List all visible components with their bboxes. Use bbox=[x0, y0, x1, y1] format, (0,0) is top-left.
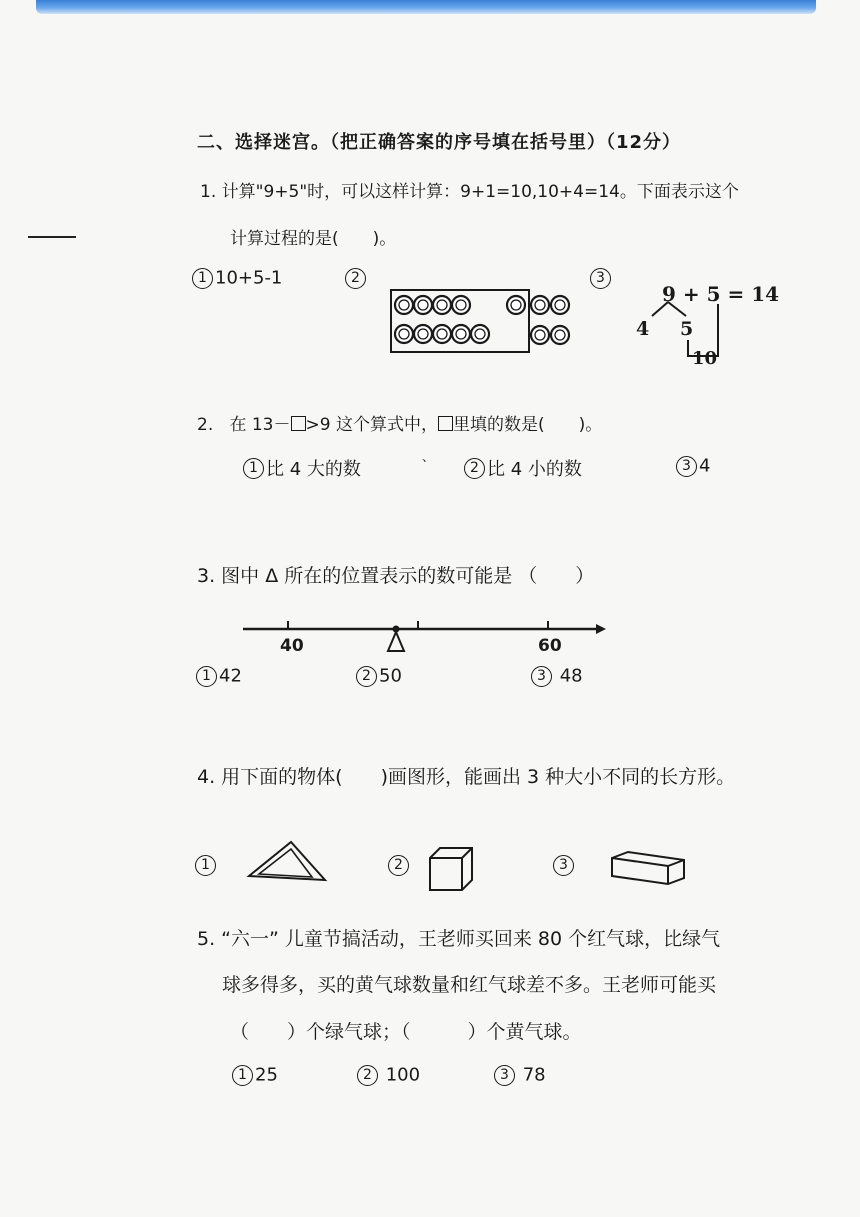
q1-line1: 1. 计算"9+5"时，可以这样计算：9+1=10,10+4=14。下面表示这个 bbox=[200, 182, 739, 202]
q1-option-3-label bbox=[590, 267, 613, 289]
q1-option-1-text: 10+5-1 bbox=[215, 267, 283, 289]
circled-number: 1 bbox=[243, 458, 264, 479]
q2-option-1 bbox=[243, 455, 361, 481]
circled-number: 2 bbox=[464, 458, 485, 479]
q5-option-3-text: 78 bbox=[522, 1064, 546, 1086]
q2-option-2-text: 比 4 小的数 bbox=[487, 459, 582, 480]
split-sum-number: 10 bbox=[692, 348, 718, 369]
counters-illustration bbox=[388, 288, 578, 358]
q2-option-1-text: 比 4 大的数 bbox=[266, 459, 361, 480]
tick-label-40: 40 bbox=[280, 636, 304, 656]
q2-option-3-text: 4 bbox=[699, 455, 711, 477]
q5-option-3 bbox=[494, 1064, 546, 1086]
q2-option-3 bbox=[676, 455, 710, 477]
q5-line3: （ ）个绿气球；（ ）个黄气球。 bbox=[230, 1021, 582, 1043]
q5-line1: 5. “六一” 儿童节搞活动，王老师买回来 80 个红气球，比绿气 bbox=[197, 928, 721, 950]
circled-number: 1 bbox=[232, 1065, 253, 1086]
circled-number: 1 bbox=[196, 666, 217, 687]
q5-option-2 bbox=[357, 1064, 420, 1086]
q3-option-3 bbox=[531, 665, 583, 687]
q4-option-1-label bbox=[195, 854, 218, 876]
split-left-number: 4 bbox=[636, 318, 650, 340]
q1-option-1 bbox=[192, 267, 282, 289]
margin-mark bbox=[28, 236, 76, 238]
q4-option-3-label bbox=[553, 854, 576, 876]
q2-number: 2. bbox=[197, 415, 214, 435]
triangle-marker bbox=[388, 632, 404, 651]
circled-number: 2 bbox=[356, 666, 377, 687]
section-title: 二、选择迷宫。（把正确答案的序号填在括号里）（12分） bbox=[197, 132, 682, 153]
q2-option-2 bbox=[464, 455, 582, 481]
q2-text-c: 里填的数是( )。 bbox=[452, 415, 603, 435]
circled-number: 3 bbox=[590, 268, 611, 289]
tick-label-60: 60 bbox=[538, 636, 562, 656]
split-equation: 9 + 5 = 14 bbox=[662, 282, 780, 306]
blank-box bbox=[438, 416, 453, 431]
q5-option-1 bbox=[232, 1064, 278, 1086]
scan-top-band bbox=[36, 0, 816, 14]
circled-number: 3 bbox=[553, 855, 574, 876]
q3-option-1-text: 42 bbox=[219, 665, 242, 687]
circled-number: 2 bbox=[388, 855, 409, 876]
q2-text-a: 在 13－ bbox=[229, 415, 291, 435]
q3-option-1 bbox=[196, 665, 242, 687]
circled-number: 1 bbox=[192, 268, 213, 289]
q3-option-2-text: 50 bbox=[379, 665, 402, 687]
circled-number: 3 bbox=[676, 456, 697, 477]
q2-line bbox=[197, 410, 602, 435]
box-shape bbox=[608, 848, 690, 888]
circled-number: 3 bbox=[494, 1065, 515, 1086]
cube-shape bbox=[426, 844, 478, 896]
blank-box bbox=[291, 416, 306, 431]
triangle-ruler-shape bbox=[245, 838, 330, 884]
q4-text: 4. 用下面的物体( )画图形，能画出 3 种大小不同的长方形。 bbox=[197, 766, 736, 788]
q5-line2: 球多得多，买的黄气球数量和红气球差不多。王老师可能买 bbox=[222, 974, 717, 996]
circled-number: 2 bbox=[357, 1065, 378, 1086]
q3-text: 3. 图中 Δ 所在的位置表示的数可能是 （ ） bbox=[197, 565, 595, 587]
q5-option-2-text: 100 bbox=[385, 1064, 421, 1086]
q1-line2: 计算过程的是( )。 bbox=[230, 229, 397, 249]
q5-option-1-text: 25 bbox=[255, 1064, 278, 1086]
split-right-number: 5 bbox=[680, 318, 694, 340]
q3-option-3-text: 48 bbox=[559, 665, 583, 687]
circled-number: 3 bbox=[531, 666, 552, 687]
q2-text-b: >9 这个算式中， bbox=[305, 415, 438, 435]
scan-speck: 、 bbox=[422, 450, 435, 464]
circled-number: 1 bbox=[195, 855, 216, 876]
q4-option-2-label bbox=[388, 854, 411, 876]
q3-option-2 bbox=[356, 665, 402, 687]
circled-number: 2 bbox=[345, 268, 366, 289]
q1-option-2-label bbox=[345, 267, 368, 289]
